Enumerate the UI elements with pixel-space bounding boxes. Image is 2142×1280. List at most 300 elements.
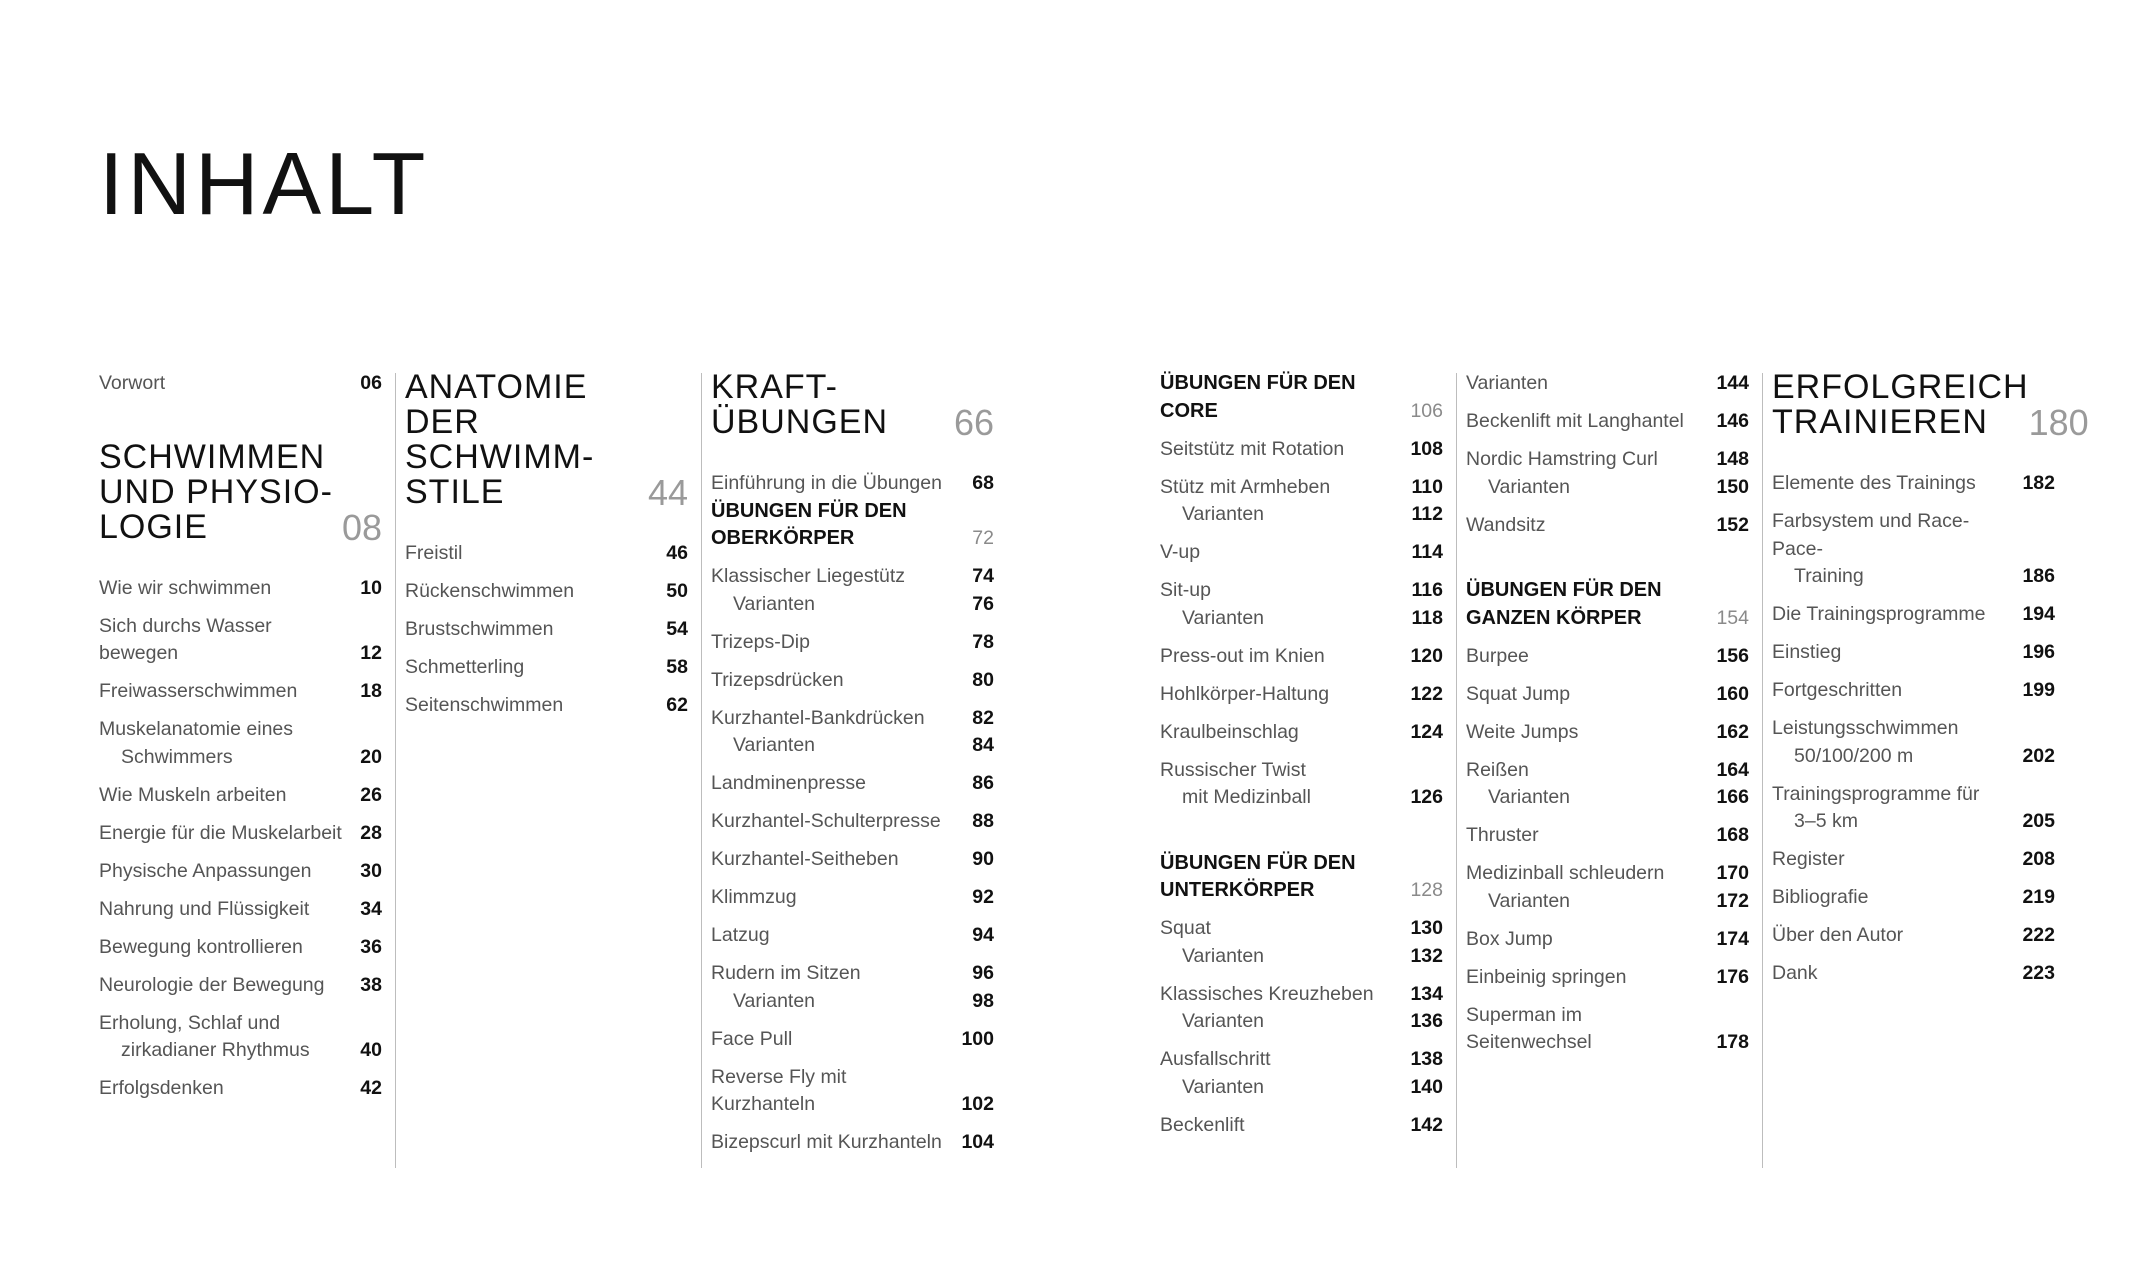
toc-list: [405, 540, 688, 720]
entry-pages: [666, 540, 688, 568]
toc-entry: [1772, 601, 2055, 629]
toc-entry: [99, 613, 382, 668]
entry-title: [99, 972, 360, 1000]
entry-pages: [1410, 1112, 1443, 1140]
page-number: 182: [2022, 472, 2055, 494]
page-number: 74: [972, 565, 994, 587]
subsection-page-number: 72: [972, 527, 994, 549]
toc-entry: [1772, 508, 2055, 591]
entry-title: [1160, 757, 1410, 812]
chapter-title: [99, 437, 333, 546]
page-number: 134: [1410, 982, 1443, 1005]
entry-title-line: Vorwort: [99, 372, 166, 394]
entry-title-line: Nahrung und Flüssigkeit: [99, 897, 310, 920]
entry-title-line: Dank: [1772, 962, 1818, 984]
entry-title: [99, 716, 360, 771]
subsection-row: [1160, 370, 1443, 425]
entry-title-line: Russischer Twist: [1160, 758, 1306, 781]
entry-pages: [2022, 808, 2055, 836]
toc-entry: [711, 884, 994, 912]
toc-entry: [99, 896, 382, 924]
toc-entry: [99, 1075, 382, 1103]
entry-pages: [360, 575, 382, 603]
toc-entry: [1160, 757, 1443, 812]
entry-title: [1160, 539, 1412, 567]
entry-title: [711, 563, 972, 618]
entry-title-line: Trizepsdrücken: [711, 668, 844, 691]
entry-title-line: Einstieg: [1772, 641, 1842, 663]
entry-title: [99, 782, 360, 810]
entry-pages: [1716, 512, 1749, 540]
entry-pages: [1716, 964, 1749, 992]
subsection-title: [1466, 577, 1662, 632]
page-number: 10: [360, 576, 382, 599]
toc-entry: [1160, 915, 1443, 970]
entry-pages: [1716, 1029, 1749, 1057]
entry-pages: [1716, 719, 1749, 747]
chapter-title: [711, 370, 888, 440]
page-number: 18: [360, 680, 382, 702]
toc-list: [1466, 643, 1749, 1057]
subsection-title-line: OBERKÖRPER: [711, 527, 855, 549]
page-number: 202: [2022, 744, 2055, 767]
page-number: 124: [1410, 720, 1443, 743]
entry-title-line: Nordic Hamstring Curl: [1466, 448, 1658, 470]
entry-title: [405, 692, 666, 720]
entry-title-line: Einbeinig springen: [1466, 965, 1627, 988]
toc-entry: [1466, 512, 1749, 540]
entry-title: [1160, 474, 1412, 529]
entry-title: [1466, 719, 1716, 747]
toc-entry: [711, 667, 994, 695]
entry-title: [1160, 1112, 1410, 1140]
toc-entry: [405, 540, 688, 568]
subsection-heading: [1466, 577, 1749, 632]
entry-title-line: Schwimmers: [121, 745, 233, 768]
toc-entry: [99, 820, 382, 848]
toc-column-6: [1772, 368, 2089, 988]
entry-title-line: Einführung in die Übungen: [711, 472, 942, 494]
entry-title: [1160, 681, 1410, 709]
entry-title-line: Trainingsprogramme für: [1772, 782, 1980, 805]
entry-title-line: Training: [1794, 565, 1864, 587]
page-number: 156: [1716, 644, 1749, 667]
toc-entry: [1772, 677, 2055, 705]
subsection-title: [1160, 850, 1356, 905]
chapter-title-line: ANATOMIE DER: [405, 368, 588, 441]
entry-pages: [1716, 860, 1749, 915]
page-number: 68: [972, 472, 994, 494]
entry-title-line: Kurzhantel-Schulterpresse: [711, 810, 941, 832]
toc-entry: [1160, 474, 1443, 529]
toc-entry: [1466, 370, 1749, 398]
page-number: 130: [1410, 917, 1443, 939]
toc-list: [711, 470, 994, 498]
chapter-title-line: ÜBUNGEN: [711, 403, 889, 441]
chapter-heading: [711, 368, 994, 443]
entry-pages: [1716, 446, 1749, 501]
entry-pages: [2022, 922, 2055, 950]
entry-title-line: Fortgeschritten: [1772, 679, 1903, 701]
entry-pages: [1410, 681, 1443, 709]
entry-pages: [666, 578, 688, 606]
toc-entry: [1160, 1046, 1443, 1101]
toc-entry: [1160, 643, 1443, 671]
page-number: 140: [1410, 1075, 1443, 1098]
toc-entry: [1160, 1112, 1443, 1140]
entry-title: [99, 934, 360, 962]
chapter-title: [405, 370, 648, 510]
page-number: 92: [972, 886, 994, 908]
entry-pages: [360, 820, 382, 848]
subsection-row: [711, 498, 994, 553]
entry-pages: [972, 770, 994, 798]
chapter-title-line: ERFOLGREICH: [1772, 368, 2029, 406]
page-number: 162: [1716, 720, 1749, 743]
page-number: 114: [1411, 541, 1443, 563]
chapter-title-line: SCHWIMM-: [405, 438, 595, 476]
toc-entry: [1160, 577, 1443, 632]
entry-title-line: Wandsitz: [1466, 513, 1546, 536]
page-number: 108: [1410, 437, 1443, 460]
entry-title-line: Box Jump: [1466, 927, 1553, 950]
entry-title-line: Superman im Seitenwechsel: [1466, 1003, 1592, 1053]
entry-title: [1160, 577, 1412, 632]
toc-entry: [1466, 681, 1749, 709]
entry-pages: [1410, 719, 1443, 747]
entry-pages: [666, 692, 688, 720]
toc-entry: [99, 678, 382, 706]
entry-title-line: Press-out im Knien: [1160, 644, 1325, 667]
entry-title-line: Kurzhantel-Bankdrücken: [711, 706, 925, 729]
entry-pages: [1412, 577, 1443, 632]
entry-title: [1772, 922, 2022, 950]
entry-title: [1772, 470, 2022, 498]
toc-entry: [405, 616, 688, 644]
page-number: 26: [360, 783, 382, 806]
toc-entry: [711, 1129, 994, 1157]
entry-title-line: Leistungsschwimmen: [1772, 717, 1959, 739]
page-number: 46: [666, 542, 688, 564]
chapter-title-line: STILE: [405, 473, 505, 511]
entry-pages: [2022, 846, 2055, 874]
toc-entry: [405, 654, 688, 682]
entry-title: [711, 808, 972, 836]
entry-pages: [972, 808, 994, 836]
page-number: 62: [666, 694, 688, 716]
page-number: 160: [1716, 682, 1749, 705]
page-number: 176: [1716, 965, 1749, 988]
page-number: 178: [1716, 1031, 1749, 1053]
toc-entry: [1772, 470, 2055, 498]
entry-title-line: Ausfallschritt: [1160, 1048, 1271, 1070]
entry-title: [711, 884, 972, 912]
subsection-heading: [1160, 850, 1443, 905]
entry-pages: [2022, 563, 2055, 591]
entry-title: [405, 540, 666, 568]
entry-title-line: Squat Jump: [1466, 682, 1571, 705]
entry-title-line: Schmetterling: [405, 656, 525, 678]
entry-pages: [1716, 408, 1749, 436]
entry-title: [711, 846, 972, 874]
entry-title-line: Face Pull: [711, 1027, 793, 1050]
toc-entry: [99, 370, 382, 398]
entry-pages: [2022, 677, 2055, 705]
entry-title: [405, 654, 666, 682]
entry-pages: [1716, 926, 1749, 954]
entry-title: [99, 678, 360, 706]
entry-title: [1160, 1046, 1410, 1101]
entry-pages: [961, 1026, 994, 1054]
entry-title: [1772, 884, 2022, 912]
subsection-title-line: GANZEN KÖRPER: [1466, 606, 1642, 629]
entry-title: [1772, 960, 2022, 988]
toc-entry: [99, 716, 382, 771]
toc-entry: [1772, 922, 2055, 950]
entry-title-line: Beckenlift mit Langhantel: [1466, 410, 1684, 432]
page-number: 76: [972, 592, 994, 615]
entry-title-line: Wie wir schwimmen: [99, 576, 272, 599]
subsection-page-number: 154: [1716, 606, 1749, 629]
entry-title: [1466, 822, 1716, 850]
entry-title: [1160, 719, 1410, 747]
chapter-page-number: 66: [953, 402, 994, 443]
page-number: 116: [1411, 579, 1443, 601]
toc-entry: [711, 922, 994, 950]
entry-pages: [1410, 784, 1443, 812]
toc-entry: [1466, 719, 1749, 747]
toc-entry: [1466, 964, 1749, 992]
entry-title-line: Squat: [1160, 917, 1211, 939]
subsection-title-line: ÜBUNGEN FÜR DEN: [1160, 851, 1356, 874]
page-number: 150: [1716, 475, 1749, 498]
chapter-title-line: LOGIE: [99, 507, 208, 546]
page-number: 199: [2022, 679, 2055, 701]
page-number: 06: [360, 372, 382, 394]
page-number: 132: [1410, 944, 1443, 967]
toc-entry: [1772, 884, 2055, 912]
toc-entry: [711, 960, 994, 1015]
entry-title: [1466, 926, 1716, 954]
toc-entry: [1160, 681, 1443, 709]
page-number: 152: [1716, 513, 1749, 536]
entry-title-line: Beckenlift: [1160, 1113, 1245, 1136]
page-number: 172: [1716, 889, 1749, 912]
page-number: 104: [961, 1131, 994, 1153]
page-number: 122: [1410, 682, 1443, 705]
page-number: 126: [1410, 786, 1443, 808]
entry-title: [711, 667, 972, 695]
entry-title: [1466, 408, 1716, 436]
entry-title-line: Farbsystem und Race-Pace-: [1772, 510, 1970, 560]
entry-title: [1772, 781, 2022, 836]
toc-entry: [1466, 860, 1749, 915]
toc-entry: [99, 972, 382, 1000]
toc-entry: [711, 808, 994, 836]
toc-entry: [1772, 960, 2055, 988]
entry-pages: [972, 960, 994, 1015]
chapter-heading: [1772, 368, 2089, 443]
entry-title-line: Bewegung kontrollieren: [99, 935, 303, 958]
page-number: 54: [666, 618, 688, 640]
entry-title: [405, 578, 666, 606]
entry-title: [1466, 964, 1716, 992]
entry-title: [711, 1129, 961, 1157]
entry-title-line: Rückenschwimmen: [405, 580, 575, 602]
toc-column-3: [711, 370, 994, 1157]
entry-title-line: Physische Anpassungen: [99, 859, 312, 882]
toc-entry: [711, 770, 994, 798]
page-number: 78: [972, 630, 994, 653]
entry-title-line: Varianten: [1182, 944, 1265, 967]
chapter-title: [1772, 370, 2029, 440]
entry-title-line: Burpee: [1466, 644, 1529, 667]
page-number: 38: [360, 973, 382, 996]
page-number: 168: [1716, 824, 1749, 846]
entry-title-line: Über den Autor: [1772, 924, 1904, 946]
page-number: 40: [360, 1039, 382, 1061]
toc-entry: [99, 1010, 382, 1065]
page-number: 28: [360, 821, 382, 844]
entry-pages: [972, 705, 994, 760]
entry-title-line: V-up: [1160, 541, 1201, 563]
page-number: 223: [2022, 962, 2055, 984]
toc-entry: [1160, 539, 1443, 567]
toc-entry: [711, 1064, 994, 1119]
page-number: 102: [961, 1093, 994, 1115]
entry-title-line: Elemente des Trainings: [1772, 472, 1976, 494]
page-title: INHALT: [99, 134, 430, 233]
subsection-heading: [711, 498, 994, 553]
entry-title-line: Weite Jumps: [1466, 720, 1579, 743]
entry-title: [1466, 757, 1716, 812]
page-number: 196: [2022, 641, 2055, 663]
entry-title: [99, 370, 360, 398]
entry-pages: [1410, 436, 1443, 464]
entry-title: [99, 896, 360, 924]
entry-title-line: Varianten: [1488, 786, 1571, 808]
entry-title: [99, 575, 360, 603]
toc-entry: [711, 629, 994, 657]
entry-title-line: Erholung, Schlaf und: [99, 1011, 281, 1034]
entry-title: [99, 1075, 360, 1103]
entry-title-line: Varianten: [1182, 503, 1265, 525]
entry-pages: [972, 470, 994, 498]
entry-title: [1772, 639, 2022, 667]
entry-title: [1160, 643, 1410, 671]
page-number: 42: [360, 1077, 382, 1099]
toc-entry: [99, 575, 382, 603]
entry-title: [1160, 436, 1410, 464]
entry-title-line: Trizeps-Dip: [711, 630, 810, 653]
page-number: 88: [972, 810, 994, 832]
toc-entry: [1466, 1002, 1749, 1057]
entry-pages: [972, 667, 994, 695]
entry-pages: [1716, 370, 1749, 398]
subsection-title-line: UNTERKÖRPER: [1160, 879, 1315, 901]
entry-title-line: Reverse Fly mit Kurzhanteln: [711, 1065, 847, 1115]
entry-title-line: Varianten: [1182, 1010, 1265, 1032]
entry-title: [1160, 981, 1410, 1036]
entry-pages: [360, 1075, 382, 1103]
entry-title-line: Erfolgsdenken: [99, 1077, 224, 1099]
entry-title: [711, 922, 972, 950]
entry-title-line: Rudern im Sitzen: [711, 962, 861, 984]
page-number: 174: [1716, 927, 1749, 950]
page-number: 50: [666, 580, 688, 602]
page-number: 222: [2022, 924, 2055, 946]
toc-list: [1772, 470, 2055, 988]
entry-title-line: Brustschwimmen: [405, 618, 554, 640]
page-number: 142: [1410, 1113, 1443, 1136]
toc-entry: [405, 692, 688, 720]
entry-title: [1772, 846, 2022, 874]
entry-title-line: Latzug: [711, 924, 770, 946]
page-number: 112: [1411, 503, 1443, 525]
chapter-heading: [99, 437, 382, 548]
entry-title-line: mit Medizinball: [1182, 786, 1311, 808]
entry-pages: [2022, 884, 2055, 912]
toc-entry: [1772, 639, 2055, 667]
page-number: 219: [2022, 886, 2055, 908]
page-number: 94: [972, 924, 994, 946]
entry-title-line: Varianten: [733, 592, 816, 615]
entry-pages: [972, 629, 994, 657]
toc-list: [1466, 370, 1749, 539]
entry-pages: [972, 563, 994, 618]
chapter-page-number: 44: [647, 472, 688, 513]
entry-title: [1772, 508, 2022, 591]
entry-title: [1466, 370, 1716, 398]
entry-title: [1466, 1002, 1716, 1057]
entry-pages: [1410, 915, 1443, 970]
entry-title: [1772, 715, 2022, 770]
page-number: 36: [360, 935, 382, 958]
page-number: 20: [360, 745, 382, 768]
entry-title-line: Klimmzug: [711, 886, 797, 908]
entry-title: [99, 858, 360, 886]
entry-title-line: Klassischer Liegestütz: [711, 565, 906, 587]
subsection-heading: [1160, 370, 1443, 425]
entry-title-line: Landminenpresse: [711, 772, 867, 794]
toc-entry: [711, 563, 994, 618]
entry-title-line: Varianten: [1488, 889, 1571, 912]
entry-title: [1466, 512, 1716, 540]
page-number: 110: [1411, 475, 1443, 498]
entry-title: [711, 470, 972, 498]
page-number: 148: [1716, 448, 1749, 470]
entry-pages: [666, 654, 688, 682]
toc-column-2: [405, 370, 688, 720]
page-number: 164: [1716, 758, 1749, 781]
entry-title-line: Reißen: [1466, 758, 1529, 781]
chapter-title-line: TRAINIEREN: [1772, 403, 1988, 441]
subsection-title-line: CORE: [1160, 399, 1218, 422]
toc-list: [711, 563, 994, 1157]
page-number: 84: [972, 734, 994, 756]
toc-entry: [1160, 719, 1443, 747]
entry-title-line: Seitstütz mit Rotation: [1160, 437, 1345, 460]
entry-title-line: zirkadianer Rhythmus: [121, 1039, 310, 1061]
entry-title-line: Muskelanatomie eines: [99, 718, 294, 740]
subsection-title: [1160, 370, 1356, 425]
page-number: 96: [972, 962, 994, 984]
entry-title-line: Sich durchs Wasser bewegen: [99, 614, 272, 664]
entry-title-line: 3–5 km: [1794, 810, 1858, 832]
entry-title: [1466, 860, 1716, 915]
entry-title-line: Freistil: [405, 542, 463, 564]
entry-title-line: Energie für die Muskelarbeit: [99, 821, 342, 844]
